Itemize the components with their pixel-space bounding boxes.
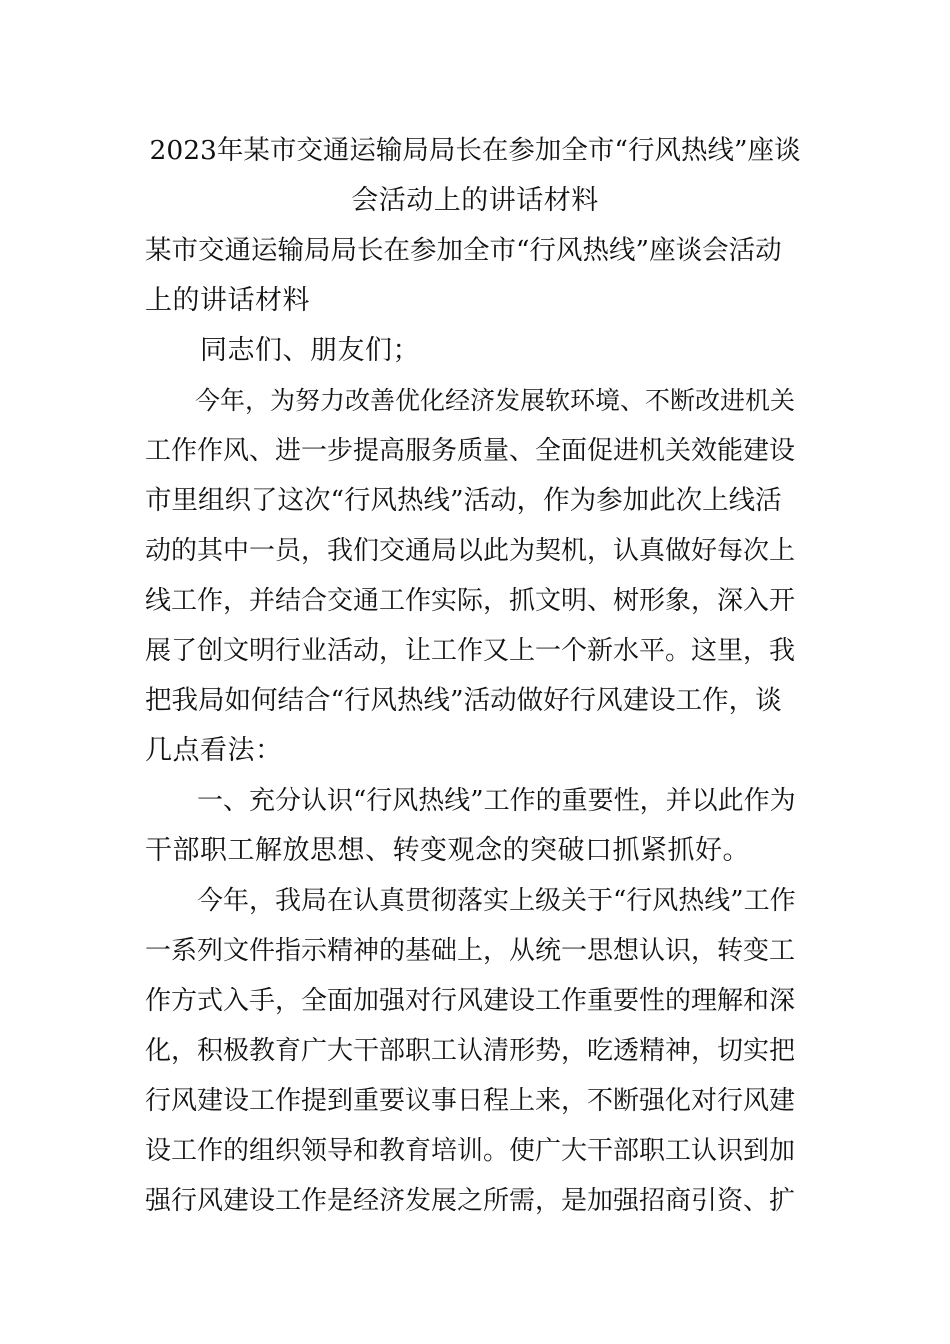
body-line-10: 把我局如何结合“行风热线”活动做好行风建设工作，谈 xyxy=(145,685,782,716)
document-title-line-1: 2023年某市交通运输局局长在参加全市“行风热线”座谈 xyxy=(149,135,801,166)
document-title-line-2: 会活动上的讲话材料 xyxy=(351,185,599,216)
body-line-6: 市里组织了这次“行风热线”活动，作为参加此次上线活 xyxy=(145,485,782,516)
body-line-8: 线工作，并结合交通工作实际，抓文明、树形象，深入开 xyxy=(145,586,796,616)
body-line-16: 作方式入手，全面加强对行风建设工作重要性的理解和深 xyxy=(145,986,796,1016)
body-line-3: 同志们、朋友们； xyxy=(145,335,420,366)
body-line-4: 今年，为努力改善优化经济发展软环境、不断改进机关 xyxy=(145,386,796,415)
body-line-12: 一、充分认识“行风热线”工作的重要性，并以此作为 xyxy=(145,786,796,816)
body-line-9: 展了创文明行业活动，让工作又上一个新水平。这里，我 xyxy=(145,636,796,666)
body-line-13: 干部职工解放思想、转变观念的突破口抓紧抓好。 xyxy=(145,835,750,866)
body-line-17: 化，积极教育广大干部职工认清形势，吃透精神，切实把 xyxy=(145,1036,796,1066)
body-line-7: 动的其中一员，我们交通局以此为契机，认真做好每次上 xyxy=(145,536,796,566)
body-line-19: 设工作的组织领导和教育培训。使广大干部职工认识到加 xyxy=(145,1136,796,1166)
body-line-5: 工作作风、进一步提高服务质量、全面促进机关效能建设 xyxy=(145,436,796,466)
body-line-20: 强行风建设工作是经济发展之所需，是加强招商引资、扩 xyxy=(145,1186,796,1216)
body-line-11: 几点看法： xyxy=(145,735,283,766)
body-line-1: 某市交通运输局局长在参加全市“行风热线”座谈会活动 xyxy=(145,235,782,266)
body-line-18: 行风建设工作提到重要议事日程上来，不断强化对行风建 xyxy=(145,1086,796,1116)
body-line-14: 今年，我局在认真贯彻落实上级关于“行风热线”工作 xyxy=(145,886,796,916)
body-line-2: 上的讲话材料 xyxy=(145,285,310,316)
body-line-15: 一系列文件指示精神的基础上，从统一思想认识，转变工 xyxy=(145,936,796,966)
